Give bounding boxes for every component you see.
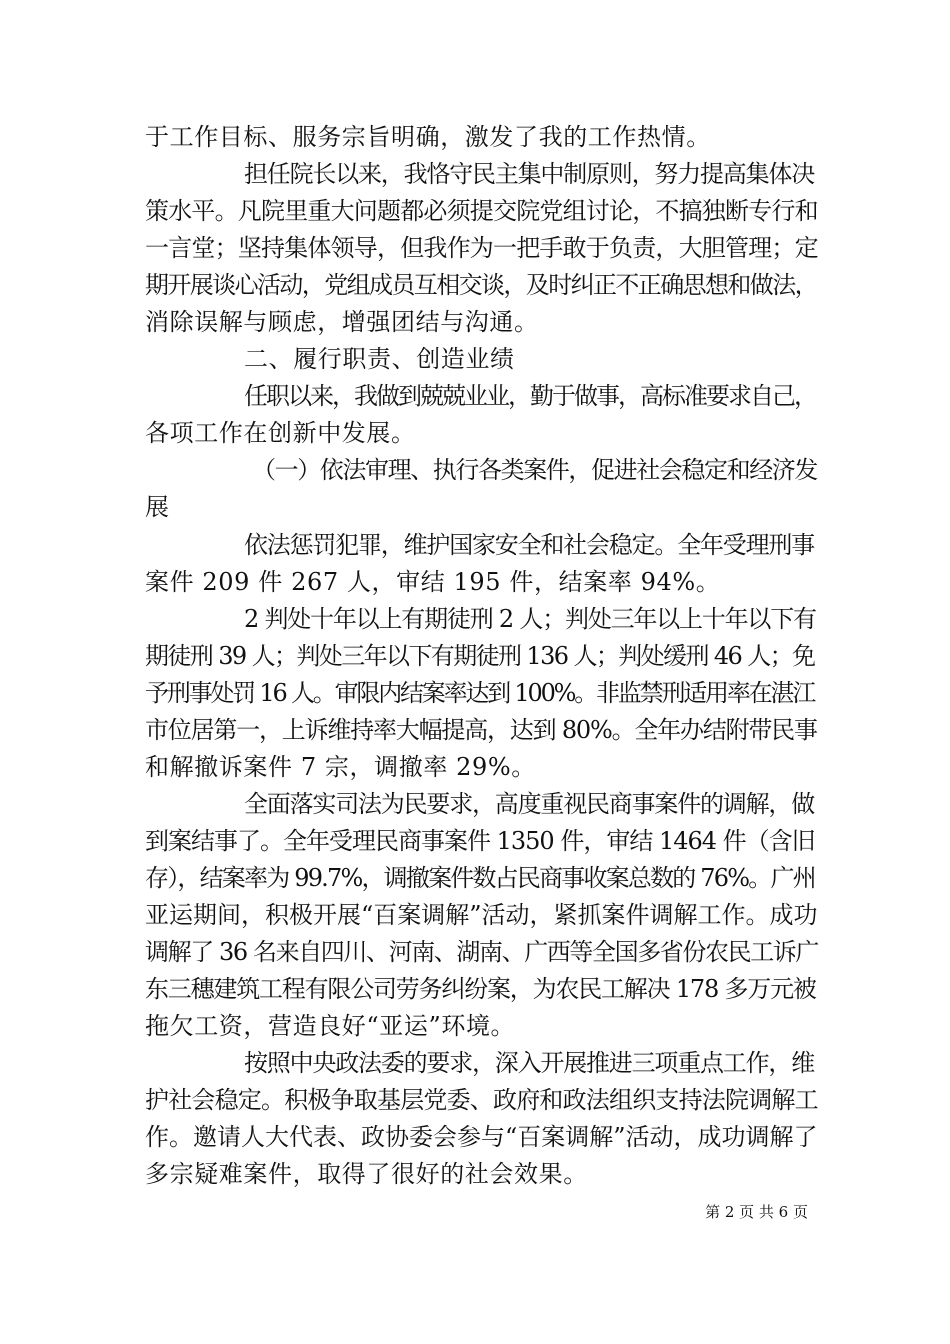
text-line: 期徒刑 39 人；判处三年以下有期徒刑 136 人；判处缓刑 46 人；免	[145, 642, 815, 670]
text-line: 一言堂；坚持集体领导，但我作为一把手敢于负责，大胆管理；定	[145, 234, 818, 262]
text-line: 东三穗建筑工程有限公司劳务纠纷案，为农民工解决 178 多万元被	[145, 975, 816, 1003]
text-line: 调解了 36 名来自四川、河南、湖南、广西等全国多省份农民工诉广	[145, 938, 818, 966]
text-line: 2 判处十年以上有期徒刑 2 人；判处三年以上十年以下有	[244, 605, 816, 633]
text-line: 全面落实司法为民要求，高度重视民商事案件的调解，做	[244, 790, 814, 818]
page-number: 第 2 页 共 6 页	[705, 1203, 808, 1221]
text-line: 和解撤诉案件 7 宗，调撤率 29%。	[145, 753, 536, 781]
subsection-heading: （一）依法审理、执行各类案件，促进社会稳定和经济发	[252, 456, 817, 484]
section-heading: 二、履行职责、创造业绩	[244, 345, 515, 373]
text-line: 策水平。凡院里重大问题都必须提交院党组讨论，不搞独断专行和	[145, 197, 818, 225]
text-line: 各项工作在创新中发展。	[145, 419, 416, 447]
text-line: 到案结事了。全年受理民商事案件 1350 件，审结 1464 件（含旧	[145, 827, 815, 855]
text-line: 市位居第一，上诉维持率大幅提高，达到 80%。全年办结附带民事	[145, 716, 817, 744]
text-line: 担任院长以来，我恪守民主集中制原则，努力提高集体决	[244, 160, 814, 188]
text-line: 任职以来，我做到兢兢业业，勤于做事，高标准要求自己，	[244, 382, 816, 410]
text-line: 护社会稳定。积极争取基层党委、政府和政法组织支持法院调解工	[145, 1086, 818, 1114]
text-line: 存），结案率为 99.7%，调撤案件数占民商事收案总数的 76%。广州	[145, 864, 815, 892]
text-line: 消除误解与顾虑，增强团结与沟通。	[145, 308, 539, 336]
text-line: 于工作目标、服务宗旨明确，激发了我的工作热情。	[145, 123, 711, 151]
text-line: 亚运期间，积极开展“百案调解”活动，紧抓案件调解工作。成功	[145, 901, 818, 929]
text-line: 予刑事处罚 16 人。审限内结案率达到 100%。非监禁刑适用率在湛江	[145, 679, 815, 707]
text-line: 按照中央政法委的要求，深入开展推进三项重点工作，维	[244, 1049, 814, 1077]
text-line: 依法惩罚犯罪，维护国家安全和社会稳定。全年受理刑事	[244, 531, 814, 559]
text-line: 作。邀请人大代表、政协委会参与“百案调解”活动，成功调解了	[145, 1123, 818, 1151]
text-line: 展	[145, 493, 170, 521]
text-line: 拖欠工资，营造良好“亚运”环境。	[145, 1012, 516, 1040]
text-line: 期开展谈心活动，党组成员互相交谈，及时纠正不正确思想和做法，	[145, 271, 817, 299]
text-line: 案件 209 件 267 人，审结 195 件，结案率 94%。	[145, 568, 721, 596]
text-line: 多宗疑难案件，取得了很好的社会效果。	[145, 1160, 588, 1188]
